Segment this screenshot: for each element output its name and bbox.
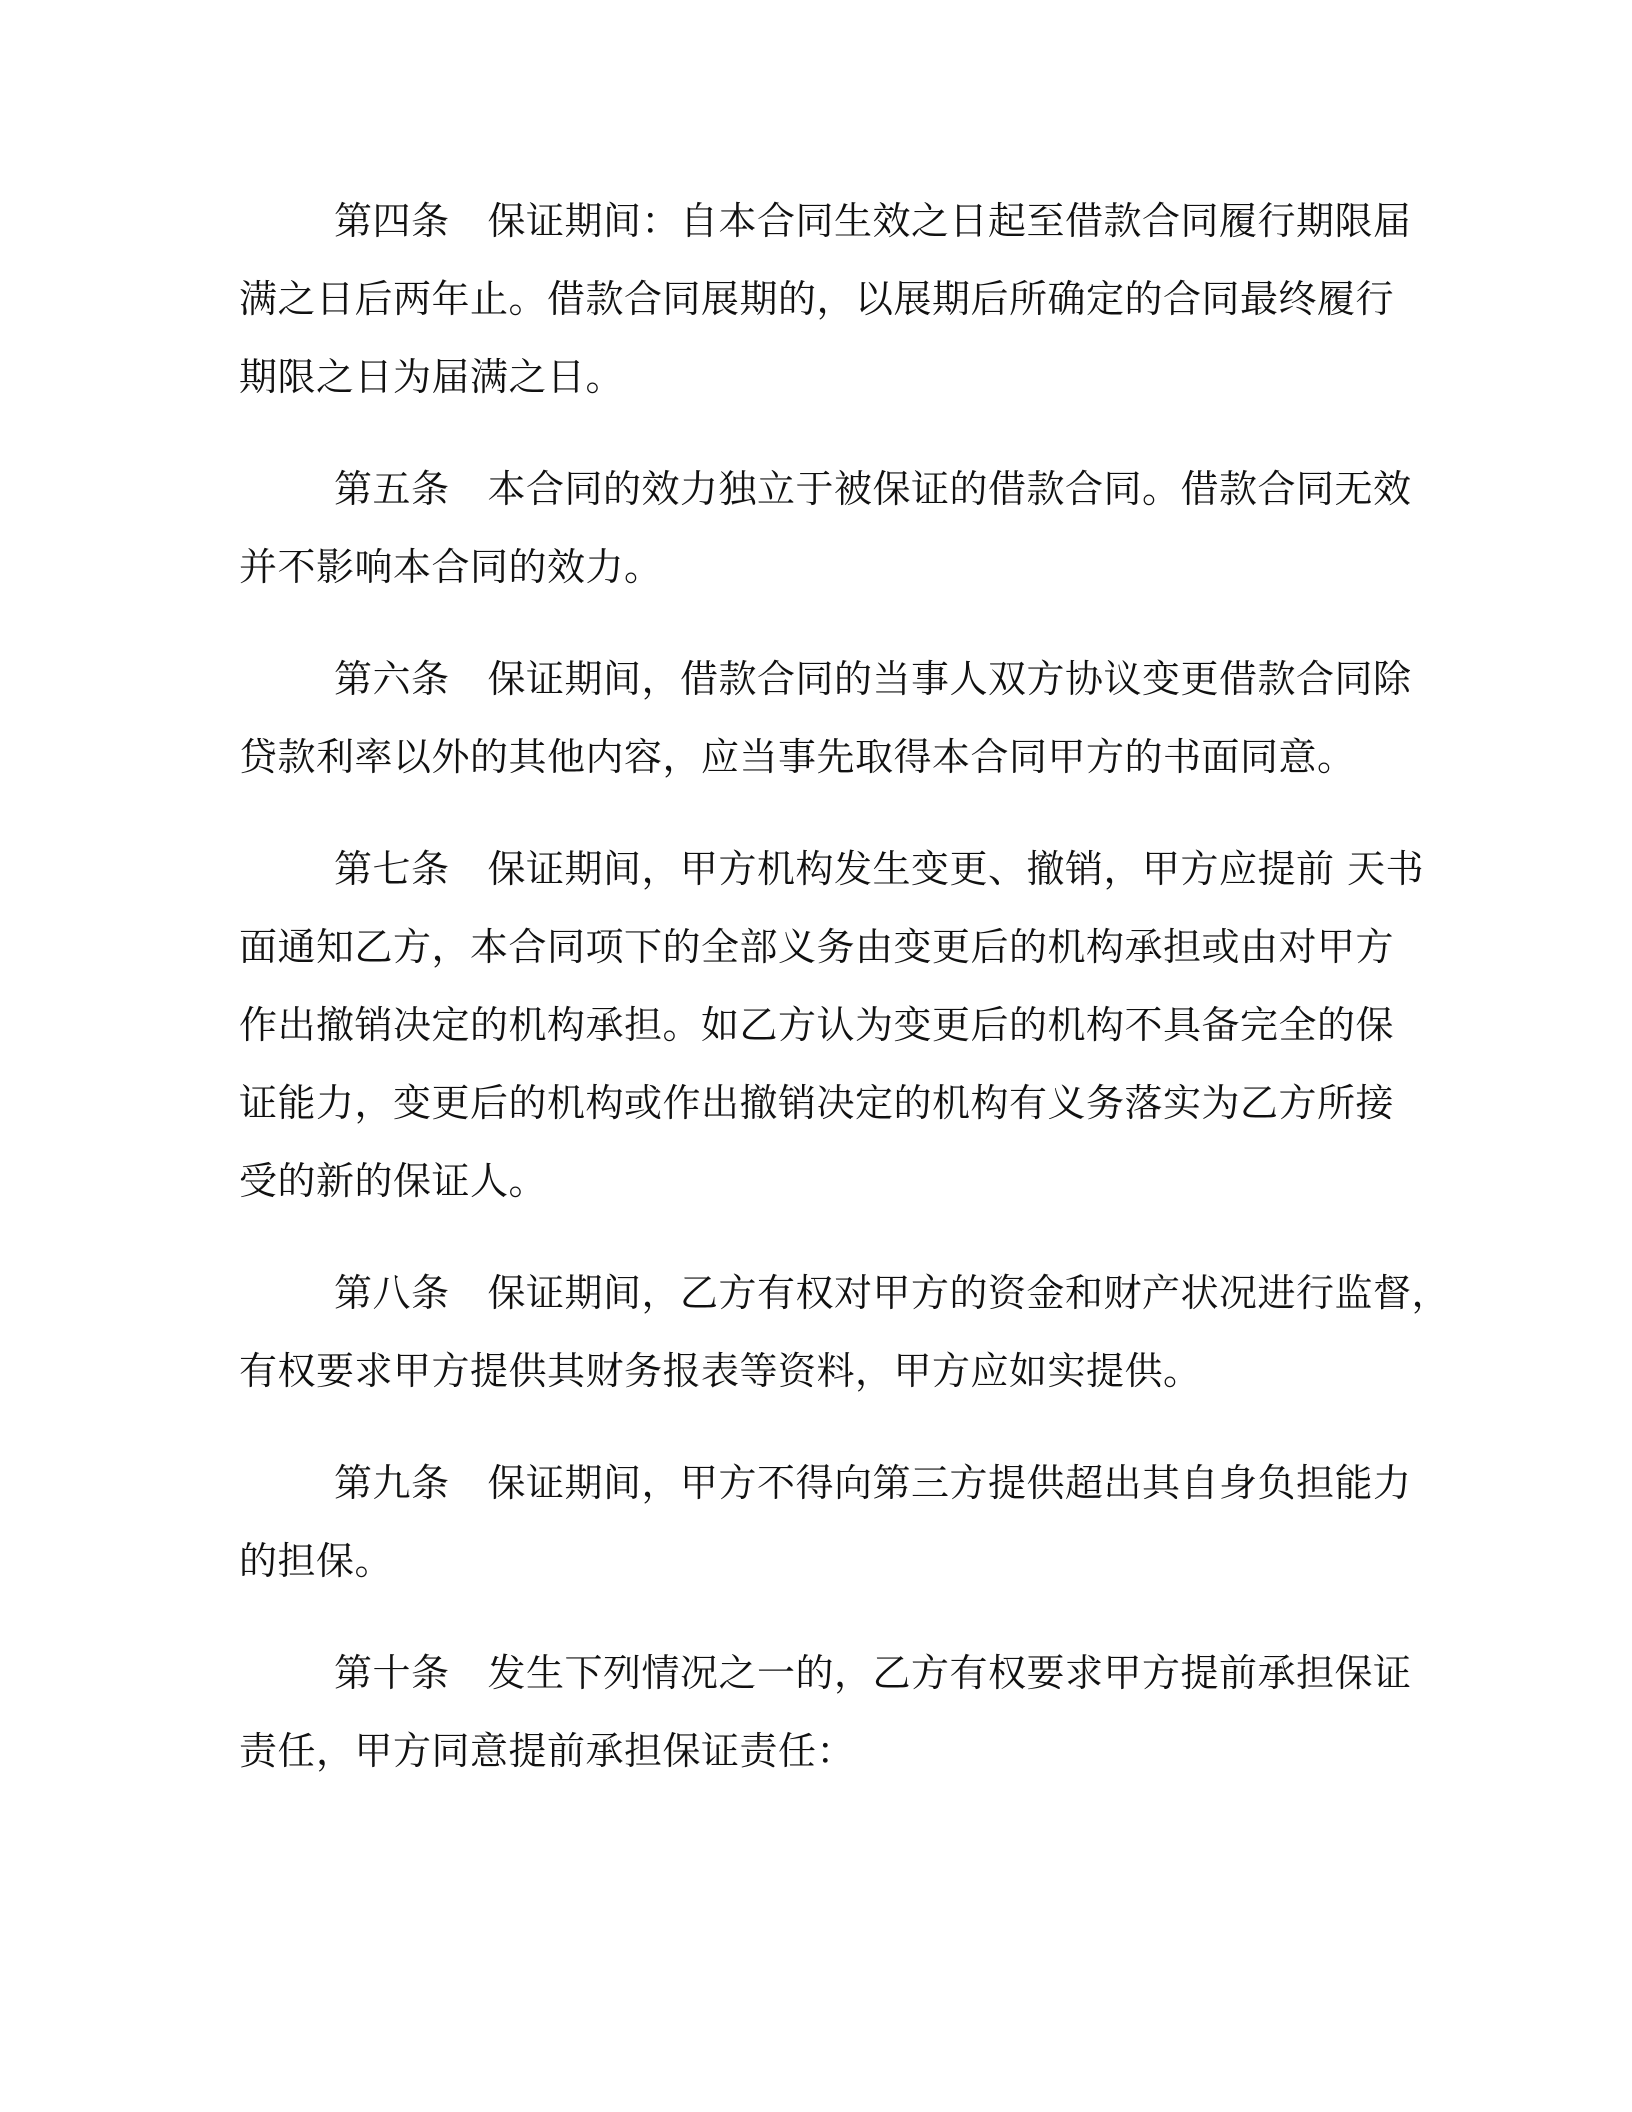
- article-line: 第四条 保证期间：自本合同生效之日起至借款合同履行期限届: [334, 199, 1412, 243]
- article-line: 第六条 保证期间，借款合同的当事人双方协议变更借款合同除: [334, 657, 1412, 701]
- article-number: 第九条: [334, 1461, 450, 1505]
- article-line: 并不影响本合同的效力。: [239, 545, 663, 589]
- article-line: 面通知乙方，本合同项下的全部义务由变更后的机构承担或由对甲方: [239, 925, 1395, 969]
- article-5: [239, 450, 1414, 606]
- article-line: 第八条 保证期间，乙方有权对甲方的资金和财产状况进行监督，: [334, 1271, 1451, 1315]
- article-4: [239, 182, 1414, 416]
- article-line: 受的新的保证人。: [239, 1159, 548, 1203]
- article-line: 第七条 保证期间，甲方机构发生变更、撤销，甲方应提前 天书: [334, 847, 1425, 891]
- article-line: 证能力，变更后的机构或作出撤销决定的机构有义务落实为乙方所接: [239, 1081, 1395, 1125]
- article-line: 的担保。: [239, 1539, 394, 1583]
- article-line: 第五条 本合同的效力独立于被保证的借款合同。借款合同无效: [334, 467, 1412, 511]
- article-number: 第五条: [334, 467, 450, 511]
- article-number: 第七条: [334, 847, 450, 891]
- article-8: [239, 1254, 1451, 1410]
- article-9: [239, 1444, 1414, 1600]
- document-body: [239, 182, 1451, 1824]
- article-line: 期限之日为届满之日。: [239, 355, 625, 399]
- article-line: 贷款利率以外的其他内容，应当事先取得本合同甲方的书面同意。: [239, 735, 1356, 779]
- article-line: 责任，甲方同意提前承担保证责任：: [239, 1729, 856, 1773]
- article-number: 第八条: [334, 1271, 450, 1315]
- article-line: 作出撤销决定的机构承担。如乙方认为变更后的机构不具备完全的保: [239, 1003, 1395, 1047]
- article-line: 第十条 发生下列情况之一的，乙方有权要求甲方提前承担保证: [334, 1651, 1412, 1695]
- article-7: [239, 830, 1425, 1220]
- article-line: 有权要求甲方提供其财务报表等资料，甲方应如实提供。: [239, 1349, 1202, 1393]
- article-6: [239, 640, 1414, 796]
- article-10: [239, 1634, 1414, 1790]
- article-line: 第九条 保证期间，甲方不得向第三方提供超出其自身负担能力: [334, 1461, 1412, 1505]
- article-number: 第十条: [334, 1651, 450, 1695]
- article-line: 满之日后两年止。借款合同展期的，以展期后所确定的合同最终履行: [239, 277, 1395, 321]
- article-number: 第四条: [334, 199, 450, 243]
- article-number: 第六条: [334, 657, 450, 701]
